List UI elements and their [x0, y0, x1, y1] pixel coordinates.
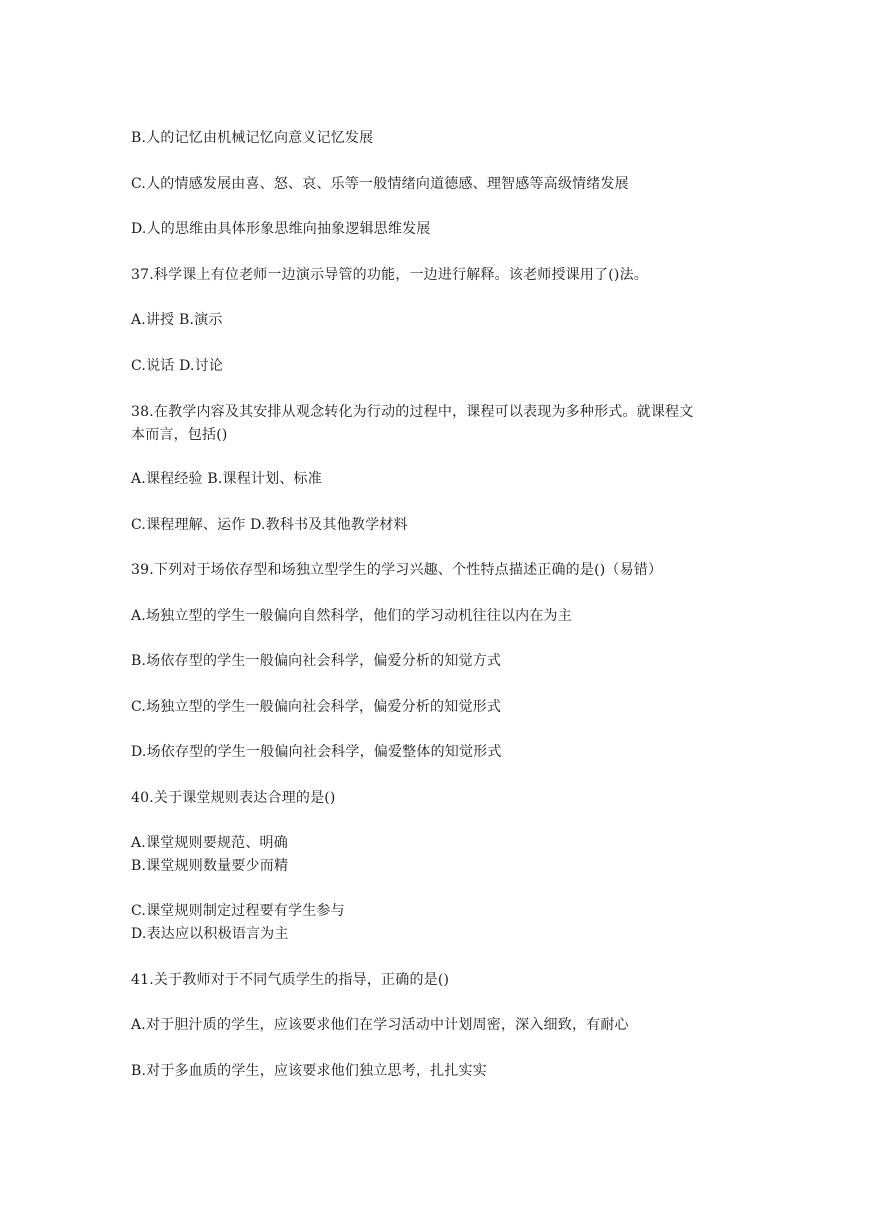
question-38-line-1: 38.在教学内容及其安排从观念转化为行动的过程中，课程可以表现为多种形式。就课程文 — [131, 404, 694, 420]
option-40-a: A.课堂规则要规范、明确 — [131, 835, 288, 851]
option-36-d: D.人的思维由具体形象思维向抽象逻辑思维发展 — [131, 221, 431, 237]
option-40-d: D.表达应以积极语言为主 — [131, 926, 289, 942]
option-40-c: C.课堂规则制定过程要有学生参与 — [131, 903, 345, 919]
option-40-b: B.课堂规则数量要少而精 — [131, 858, 289, 874]
option-39-b: B.场依存型的学生一般偏向社会科学，偏爱分析的知觉方式 — [131, 653, 502, 669]
options-38-cd: C.课程理解、运作 D.教科书及其他教学材料 — [131, 517, 408, 533]
option-41-a: A.对于胆汁质的学生，应该要求他们在学习活动中计划周密，深入细致，有耐心 — [131, 1017, 629, 1033]
options-37-ab: A.讲授 B.演示 — [131, 312, 223, 328]
question-41: 41.关于教师对于不同气质学生的指导，正确的是() — [131, 972, 450, 988]
option-41-b: B.对于多血质的学生，应该要求他们独立思考，扎扎实实 — [131, 1063, 487, 1079]
option-36-b: B.人的记忆由机械记忆向意义记忆发展 — [131, 130, 374, 146]
question-37: 37.科学课上有位老师一边演示导管的功能，一边进行解释。该老师授课用了()法。 — [131, 267, 648, 283]
question-40: 40.关于课堂规则表达合理的是() — [131, 790, 336, 806]
options-38-ab: A.课程经验 B.课程计划、标准 — [131, 471, 322, 487]
option-39-a: A.场独立型的学生一般偏向自然科学，他们的学习动机往往以内在为主 — [131, 608, 572, 624]
option-36-c: C.人的情感发展由喜、怒、哀、乐等一般情绪向道德感、理智感等高级情绪发展 — [131, 176, 629, 192]
option-39-d: D.场依存型的学生一般偏向社会科学，偏爱整体的知觉形式 — [131, 744, 502, 760]
options-37-cd: C.说话 D.讨论 — [131, 358, 224, 374]
question-39: 39.下列对于场依存型和场独立型学生的学习兴趣、个性特点描述正确的是()（易错） — [131, 562, 663, 578]
question-38-line-2: 本而言，包括() — [131, 427, 228, 443]
option-39-c: C.场独立型的学生一般偏向社会科学，偏爱分析的知觉形式 — [131, 699, 502, 715]
